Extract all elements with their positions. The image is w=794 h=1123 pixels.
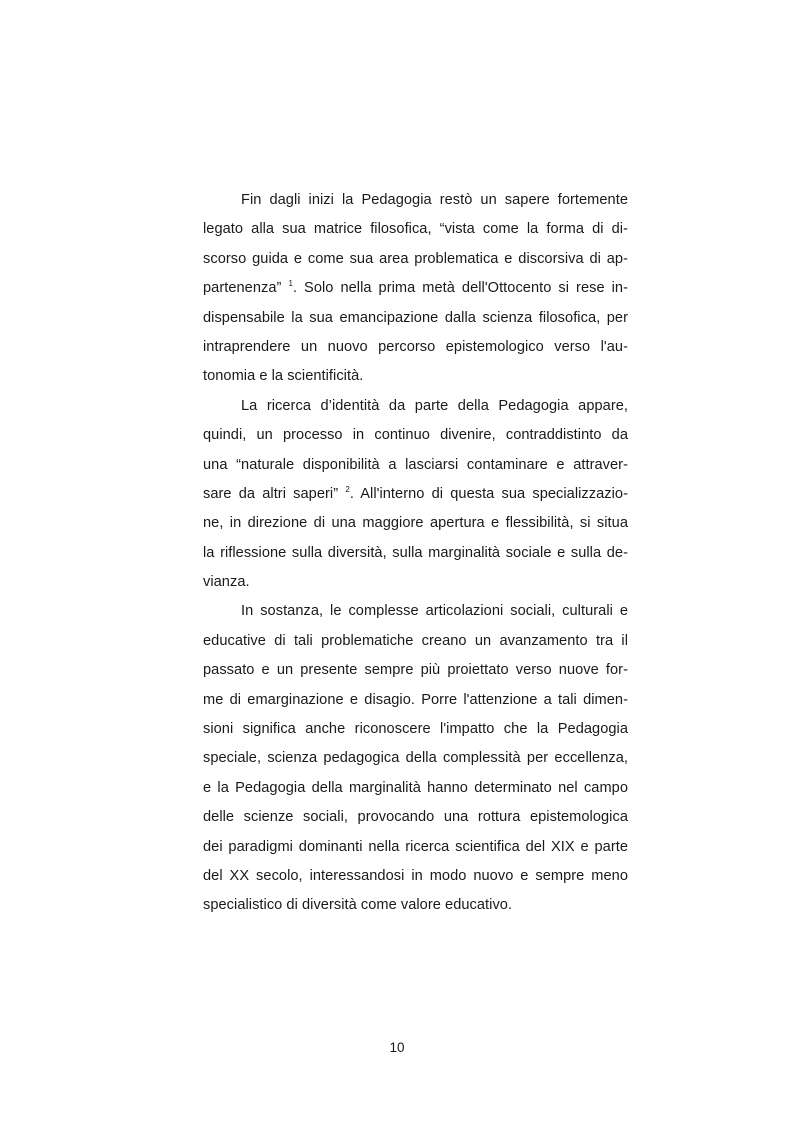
paragraph-3-line-1: In sostanza, le complesse articolazioni sociali, culturali e <box>241 603 628 620</box>
paragraph-2-line-4 <box>203 480 628 509</box>
paragraph-2-line-2: quindi, un processo in continuo divenire, contraddistinto da <box>203 427 628 444</box>
paragraph-2-line-1: La ricerca d’identità da parte della Pedagogia appare, <box>241 397 628 414</box>
paragraph-2-line-3: una “naturale disponibilità a lasciarsi contaminare e attraver- <box>203 456 628 473</box>
paragraph-1-line-4-part-b: . Solo nella prima metà dell'Ottocento si rese in- <box>292 280 628 297</box>
paragraph-1-line-4 <box>203 274 628 303</box>
footnote-ref-2[interactable]: 2 <box>345 484 350 494</box>
paragraph-1-line-4-part-a: partenenza” <box>203 280 282 297</box>
paragraph-3-line-11: specialistico di diversità come valore educativo. <box>203 897 513 914</box>
paragraph-3-line-10: del XX secolo, interessandosi in modo nuovo e sempre meno <box>203 867 628 884</box>
page-number: 10 <box>389 1040 405 1055</box>
paragraph-3-line-4: me di emarginazione e disagio. Porre l'attenzione a tali dimen- <box>203 691 628 708</box>
paragraph-2-line-6: la riflessione sulla diversità, sulla marginalità sociale e sulla de- <box>203 544 628 561</box>
paragraph-2-line-4-part-a: sare da altri saperi” <box>203 485 339 502</box>
paragraph-3-line-5: sioni significa anche riconoscere l'impatto che la Pedagogia <box>203 721 628 738</box>
paragraph-1-line-5: dispensabile la sua emancipazione dalla scienza filosofica, per <box>203 309 628 326</box>
paragraph-1-line-2: legato alla sua matrice filosofica, “vista come la forma di di- <box>203 221 628 238</box>
paragraph-2-line-7: vianza. <box>203 574 250 591</box>
paragraph-3-line-9: dei paradigmi dominanti nella ricerca scientifica del XIX e parte <box>203 838 628 855</box>
body-text <box>203 186 628 921</box>
paragraph-1-line-3: scorso guida e come sua area problematica e discorsiva di ap- <box>203 250 628 267</box>
paragraph-1-line-6: intraprendere un nuovo percorso epistemologico verso l'au- <box>203 338 628 355</box>
paragraph-3-line-8: delle scienze sociali, provocando una rottura epistemologica <box>203 809 628 826</box>
paragraph-3-line-6: speciale, scienza pedagogica della complessità per eccellenza, <box>203 750 628 767</box>
paragraph-3-line-2: educative di tali problematiche creano un avanzamento tra il <box>203 632 628 649</box>
paragraph-3-line-3: passato e un presente sempre più proiettato verso nuove for- <box>203 662 628 679</box>
paragraph-2-line-5: ne, in direzione di una maggiore apertura e flessibilità, si situa <box>203 515 628 532</box>
footnote-ref-1[interactable]: 1 <box>288 279 293 289</box>
paragraph-1-line-1: Fin dagli inizi la Pedagogia restò un sapere fortemente <box>241 192 628 208</box>
paragraph-2-line-4-part-b: . All'interno di questa sua specializzazio- <box>349 485 628 502</box>
paragraph-3-line-7: e la Pedagogia della marginalità hanno determinato nel campo <box>203 779 628 796</box>
paragraph-1-line-7: tonomia e la scientificità. <box>203 368 364 385</box>
